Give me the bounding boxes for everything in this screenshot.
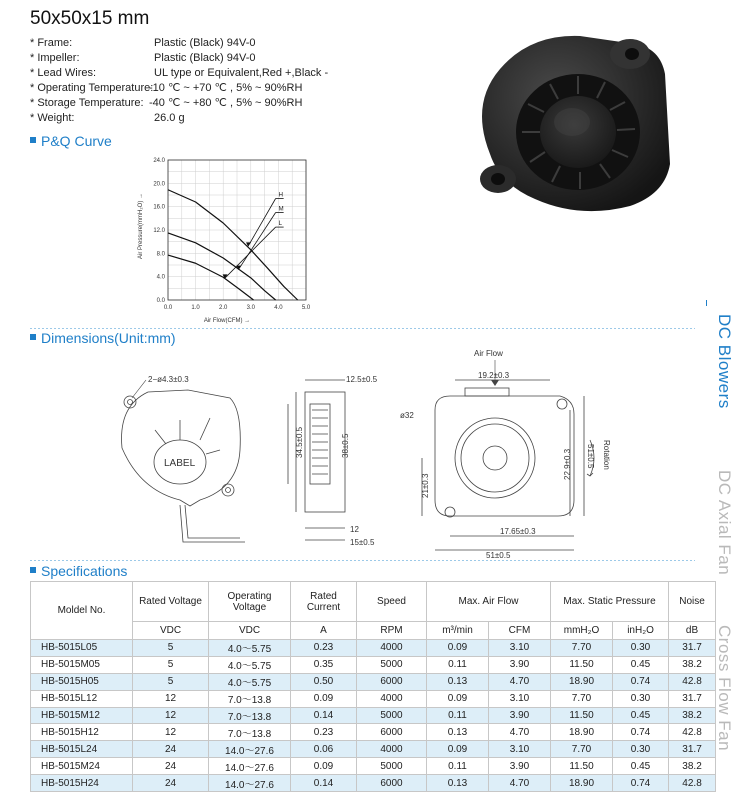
- unit-cell: VDC: [133, 622, 209, 640]
- value-cell: 7.70: [551, 690, 613, 707]
- model-cell: HB-5015L24: [31, 741, 133, 758]
- section-bullet-icon: [30, 334, 36, 340]
- value-cell: 18.90: [551, 775, 613, 792]
- side-nav: [706, 300, 750, 800]
- value-cell: 4.0～5.75: [209, 673, 291, 690]
- value-cell: 0.23: [291, 724, 357, 741]
- model-cell: HB-5015L12: [31, 690, 133, 707]
- value-cell: 6000: [357, 724, 427, 741]
- dim-21: 21±0.3: [421, 473, 430, 498]
- value-cell: 0.45: [613, 707, 669, 724]
- value-cell: 7.0～13.8: [209, 707, 291, 724]
- specifications-table: [30, 581, 716, 792]
- table-units-row: [31, 622, 716, 640]
- value-cell: 7.0～13.8: [209, 690, 291, 707]
- value-cell: 31.7: [669, 741, 716, 758]
- value-cell: 0.09: [427, 640, 489, 657]
- value-cell: 4.70: [489, 673, 551, 690]
- value-cell: 0.11: [427, 707, 489, 724]
- section-specifications: Specifications: [30, 563, 127, 579]
- prop-label: * Storage Temperature:: [30, 97, 144, 109]
- unit-cell: dB: [669, 622, 716, 640]
- dim-12: 12: [350, 525, 359, 534]
- y-tick-label: 4.0: [156, 274, 165, 281]
- dim-51-vertical: 51±0.5: [586, 444, 595, 469]
- value-cell: 42.8: [669, 775, 716, 792]
- dim-51-horizontal: 51±0.5: [486, 551, 511, 560]
- value-cell: 0.13: [427, 724, 489, 741]
- x-tick-label: 2.0: [219, 305, 228, 311]
- value-cell: 5000: [357, 656, 427, 673]
- prop-value: Plastic (Black) 94V-0: [154, 52, 256, 64]
- value-cell: 5: [133, 673, 209, 690]
- value-cell: 38.2: [669, 707, 716, 724]
- section-bullet-icon: [30, 567, 36, 573]
- table-row: [31, 690, 716, 707]
- value-cell: 0.13: [427, 673, 489, 690]
- th-model: Moldel No.: [31, 582, 133, 640]
- dim-diameter: ø32: [400, 411, 414, 420]
- prop-label: * Weight:: [30, 112, 75, 124]
- dimensions-drawing: [100, 340, 620, 562]
- dim-15: 15±0.5: [350, 538, 375, 547]
- value-cell: 4000: [357, 640, 427, 657]
- value-cell: 11.50: [551, 758, 613, 775]
- value-cell: 14.0～27.6: [209, 758, 291, 775]
- section-bullet-icon: [30, 137, 36, 143]
- dim-depth: 12.5±0.5: [346, 375, 378, 384]
- table-row: [31, 758, 716, 775]
- table-row: [31, 673, 716, 690]
- value-cell: 3.90: [489, 656, 551, 673]
- table-row: [31, 707, 716, 724]
- dim-height-38: 38±0.5: [341, 433, 350, 458]
- section-dimensions: Dimensions(Unit:mm): [30, 330, 176, 346]
- value-cell: 38.2: [669, 758, 716, 775]
- value-cell: 5: [133, 640, 209, 657]
- prop-label: * Operating Temperature:: [30, 82, 154, 94]
- value-cell: 12: [133, 690, 209, 707]
- series-leader-L: [225, 227, 276, 278]
- value-cell: 0.45: [613, 758, 669, 775]
- value-cell: 31.7: [669, 640, 716, 657]
- dim-22-9: 22.9±0.3: [563, 448, 572, 480]
- table-row: [31, 656, 716, 673]
- value-cell: 0.35: [291, 656, 357, 673]
- value-cell: 18.90: [551, 673, 613, 690]
- table-row: [31, 640, 716, 657]
- value-cell: 0.09: [291, 758, 357, 775]
- value-cell: 0.74: [613, 775, 669, 792]
- unit-cell: RPM: [357, 622, 427, 640]
- series-name-L: L: [278, 221, 282, 228]
- prop-label: * Impeller:: [30, 52, 80, 64]
- value-cell: 0.74: [613, 724, 669, 741]
- value-cell: 4.0～5.75: [209, 656, 291, 673]
- side-view: [288, 380, 345, 540]
- value-cell: 4000: [357, 690, 427, 707]
- series-name-H: H: [278, 192, 283, 199]
- y-tick-label: 0.0: [156, 298, 165, 304]
- value-cell: 24: [133, 758, 209, 775]
- unit-cell: mmH₂O: [551, 622, 613, 640]
- value-cell: 0.14: [291, 707, 357, 724]
- th-static-pressure: Max. Static Pressure: [551, 582, 669, 622]
- value-cell: 0.23: [291, 640, 357, 657]
- chart-grid: [168, 160, 306, 300]
- value-cell: 3.10: [489, 690, 551, 707]
- x-tick-label: 1.0: [191, 305, 200, 311]
- model-cell: HB-5015M12: [31, 707, 133, 724]
- value-cell: 5000: [357, 758, 427, 775]
- x-axis-label: Air Flow(CFM) →: [203, 318, 251, 324]
- prop-value: UL type or Equivalent,Red +,Black -: [154, 67, 329, 79]
- value-cell: 6000: [357, 775, 427, 792]
- value-cell: 3.10: [489, 741, 551, 758]
- x-tick-label: 4.0: [274, 305, 283, 311]
- th-operating-voltage: Operating Voltage: [209, 582, 291, 622]
- model-cell: HB-5015H12: [31, 724, 133, 741]
- table-header-row: [31, 582, 716, 622]
- value-cell: 5: [133, 656, 209, 673]
- model-cell: HB-5015H24: [31, 775, 133, 792]
- unit-cell: inH₂O: [613, 622, 669, 640]
- fan-product-image: [460, 14, 690, 224]
- value-cell: 0.11: [427, 656, 489, 673]
- value-cell: 7.0～13.8: [209, 724, 291, 741]
- value-cell: 24: [133, 741, 209, 758]
- value-cell: 0.50: [291, 673, 357, 690]
- value-cell: 11.50: [551, 707, 613, 724]
- series-leader-H: [248, 199, 276, 247]
- chart-labels: [138, 193, 284, 325]
- value-cell: 0.06: [291, 741, 357, 758]
- dim-17-65: 17.65±0.3: [500, 527, 536, 536]
- prop-value: -40 ℃ ~ +80 ℃ , 5% ~ 90%RH: [149, 97, 303, 109]
- dim-rotation: Rotation: [602, 440, 611, 470]
- y-tick-label: 20.0: [153, 181, 165, 188]
- y-axis-label: Air Pressure(mmH₂O) →: [138, 193, 144, 259]
- table-row: [31, 741, 716, 758]
- value-cell: 3.90: [489, 758, 551, 775]
- y-tick-label: 16.0: [153, 204, 165, 211]
- model-title: 50x50x15 mm: [30, 8, 150, 29]
- prop-label: * Lead Wires:: [30, 67, 97, 79]
- table-row: [31, 724, 716, 741]
- value-cell: 0.30: [613, 741, 669, 758]
- series-name-M: M: [278, 206, 284, 213]
- side-nav-accent-line: [706, 300, 707, 306]
- value-cell: 38.2: [669, 656, 716, 673]
- value-cell: 12: [133, 724, 209, 741]
- value-cell: 3.90: [489, 707, 551, 724]
- prop-value: -10 ℃ ~ +70 ℃ , 5% ~ 90%RH: [149, 82, 303, 94]
- value-cell: 0.45: [613, 656, 669, 673]
- model-cell: HB-5015L05: [31, 640, 133, 657]
- th-noise: Noise: [669, 582, 716, 622]
- value-cell: 0.14: [291, 775, 357, 792]
- value-cell: 0.74: [613, 673, 669, 690]
- value-cell: 0.09: [427, 690, 489, 707]
- y-tick-label: 12.0: [153, 228, 165, 234]
- value-cell: 0.09: [291, 690, 357, 707]
- dim-height-34: 34.5±0.5: [295, 426, 304, 458]
- pq-curve-chart: [130, 152, 330, 332]
- section-pq-curve: P&Q Curve: [30, 133, 112, 149]
- value-cell: 12: [133, 707, 209, 724]
- value-cell: 18.90: [551, 724, 613, 741]
- side-nav-item-dc-axial-fan[interactable]: DC Axial Fan: [715, 470, 734, 576]
- x-tick-label: 3.0: [246, 305, 255, 311]
- unit-cell: m³/min: [427, 622, 489, 640]
- x-tick-label: 0.0: [163, 305, 173, 311]
- y-tick-label: 24.0: [153, 158, 165, 164]
- value-cell: 31.7: [669, 690, 716, 707]
- value-cell: 6000: [357, 673, 427, 690]
- value-cell: 3.10: [489, 640, 551, 657]
- value-cell: 11.50: [551, 656, 613, 673]
- side-nav-item-cross-flow-fan[interactable]: Cross Flow Fan: [715, 625, 734, 752]
- dim-hole-label: 2−ø4.3±0.3: [148, 375, 189, 384]
- value-cell: 0.30: [613, 640, 669, 657]
- value-cell: 42.8: [669, 673, 716, 690]
- value-cell: 24: [133, 775, 209, 792]
- value-cell: 0.09: [427, 741, 489, 758]
- chart-ticks: [153, 158, 311, 311]
- model-cell: HB-5015M05: [31, 656, 133, 673]
- value-cell: 4.70: [489, 724, 551, 741]
- value-cell: 4000: [357, 741, 427, 758]
- th-rated-current: Rated Current: [291, 582, 357, 622]
- table-row: [31, 775, 716, 792]
- value-cell: 4.70: [489, 775, 551, 792]
- th-rated-voltage: Rated Voltage: [133, 582, 209, 622]
- table-body: [31, 640, 716, 792]
- prop-label: * Frame:: [30, 37, 73, 49]
- th-speed: Speed: [357, 582, 427, 622]
- y-tick-label: 8.0: [156, 251, 165, 258]
- dim-airflow: Air Flow: [474, 349, 503, 358]
- prop-value: 26.0 g: [154, 112, 185, 124]
- value-cell: 14.0～27.6: [209, 775, 291, 792]
- value-cell: 0.13: [427, 775, 489, 792]
- series-leader-M: [238, 213, 275, 270]
- model-cell: HB-5015H05: [31, 673, 133, 690]
- value-cell: 7.70: [551, 640, 613, 657]
- unit-cell: CFM: [489, 622, 551, 640]
- value-cell: 42.8: [669, 724, 716, 741]
- dim-label-text: LABEL: [164, 458, 196, 469]
- x-tick-label: 5.0: [301, 305, 311, 311]
- prop-value: Plastic (Black) 94V-0: [154, 37, 256, 49]
- model-cell: HB-5015M24: [31, 758, 133, 775]
- value-cell: 4.0～5.75: [209, 640, 291, 657]
- value-cell: 7.70: [551, 741, 613, 758]
- unit-cell: VDC: [209, 622, 291, 640]
- th-air-flow: Max. Air Flow: [427, 582, 551, 622]
- value-cell: 0.11: [427, 758, 489, 775]
- value-cell: 0.30: [613, 690, 669, 707]
- dim-top-width: 19.2±0.3: [478, 371, 510, 380]
- unit-cell: A: [291, 622, 357, 640]
- value-cell: 5000: [357, 707, 427, 724]
- value-cell: 14.0～27.6: [209, 741, 291, 758]
- side-nav-item-dc-blowers[interactable]: DC Blowers: [715, 314, 734, 409]
